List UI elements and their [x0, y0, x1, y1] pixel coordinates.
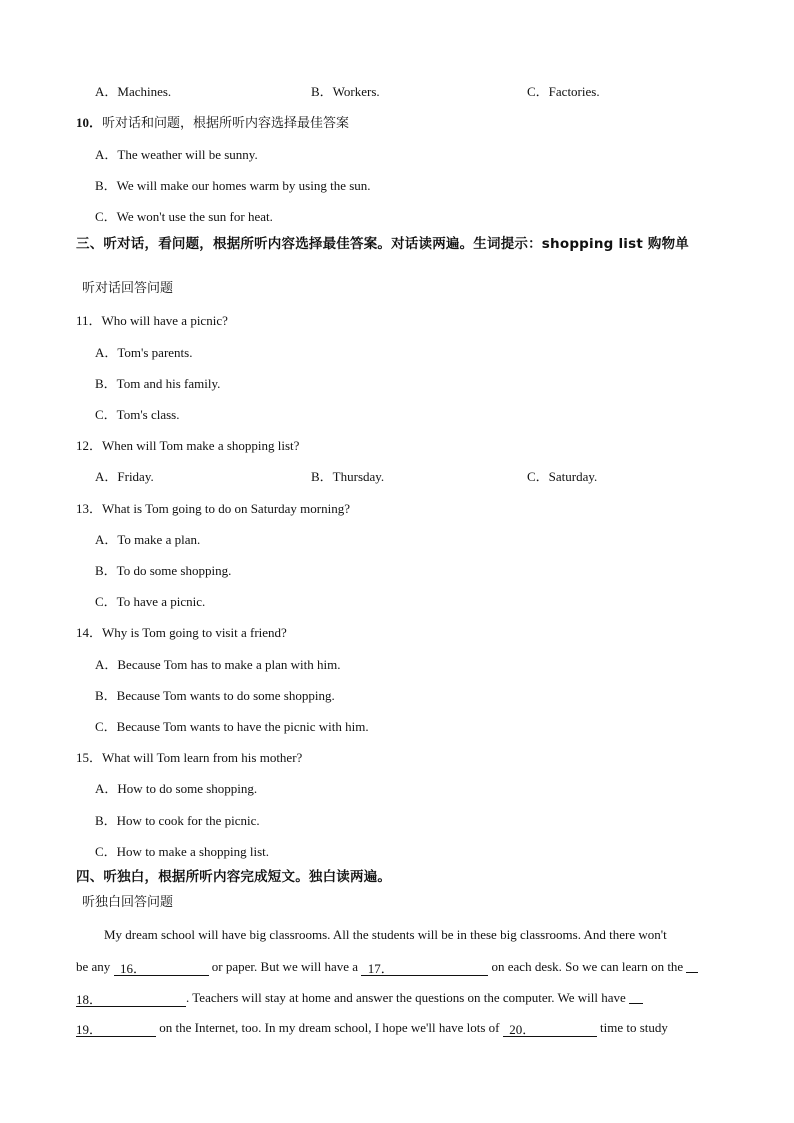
question-11: 11．Who will have a picnic? — [76, 313, 228, 328]
passage-line-3 — [76, 989, 643, 1007]
section-4-subtitle: 听独白回答问题 — [82, 895, 174, 910]
blank-18-lead — [686, 958, 698, 973]
q12-option-a: A．Friday. — [95, 469, 154, 484]
q14-option-b: B．Because Tom wants to do some shopping. — [95, 688, 335, 703]
blank-19[interactable]: 19． — [76, 1022, 156, 1037]
question-10-number: 10． — [76, 115, 103, 130]
blank-16[interactable]: 16． — [114, 961, 209, 976]
passage-text: on the Internet, too. In my dream school, I hope we'll have lots of — [156, 1020, 503, 1035]
q12-option-c: C．Saturday. — [527, 469, 598, 484]
passage-text: . Teachers will stay at home and answer the questions on the computer. We will have — [186, 990, 630, 1005]
q10-option-b: B．We will make our homes warm by using the sun. — [95, 178, 371, 193]
passage-text: on each desk. So we can learn on the — [488, 959, 687, 974]
blank-18[interactable]: 18． — [76, 992, 186, 1007]
q10-option-a: A．The weather will be sunny. — [95, 147, 258, 162]
q9-option-c: C．Factories. — [527, 84, 600, 99]
question-10-prompt: 听对话和问题，根据所听内容选择最佳答案 — [102, 116, 350, 131]
q14-option-a: A．Because Tom has to make a plan with him. — [95, 657, 341, 672]
q14-option-c: C．Because Tom wants to have the picnic with him. — [95, 719, 369, 734]
question-14: 14．Why is Tom going to visit a friend? — [76, 625, 287, 640]
section-4-title: 四、听独白，根据所听内容完成短文。独白读两遍。 — [76, 869, 392, 885]
q9-option-b: B．Workers. — [311, 84, 380, 99]
q11-option-c: C．Tom's class. — [95, 407, 180, 422]
section-3-title: 三、听对话，看问题，根据所听内容选择最佳答案。对话读两遍。生词提示：shopping list 购物单 — [76, 236, 689, 252]
question-12: 12．When will Tom make a shopping list? — [76, 438, 300, 453]
question-13: 13．What is Tom going to do on Saturday morning? — [76, 501, 350, 516]
blank-17[interactable]: 17． — [361, 961, 488, 976]
passage-text: time to study — [596, 1020, 668, 1035]
passage-line-4 — [76, 1020, 668, 1037]
passage-line-2 — [76, 958, 698, 976]
q15-option-c: C．How to make a shopping list. — [95, 844, 270, 859]
q11-option-b: B．Tom and his family. — [95, 376, 221, 391]
blank-19-lead — [629, 989, 643, 1004]
passage-line-1: My dream school will have big classrooms. All the students will be in these big classrooms. And there won't — [104, 927, 667, 942]
blank-20[interactable]: 20． — [503, 1022, 597, 1037]
q13-option-a: A．To make a plan. — [95, 532, 201, 547]
q12-option-b: B．Thursday. — [311, 469, 385, 484]
q10-option-c: C．We won't use the sun for heat. — [95, 209, 273, 224]
q13-option-b: B．To do some shopping. — [95, 563, 232, 578]
passage-text: be any — [76, 959, 114, 974]
q15-option-a: A．How to do some shopping. — [95, 781, 258, 796]
q13-option-c: C．To have a picnic. — [95, 594, 206, 609]
passage-text: or paper. But we will have a — [208, 959, 362, 974]
question-10 — [76, 115, 349, 132]
q9-option-a: A．Machines. — [95, 84, 172, 99]
section-3-subtitle: 听对话回答问题 — [82, 281, 174, 296]
question-15: 15．What will Tom learn from his mother? — [76, 750, 303, 765]
q15-option-b: B．How to cook for the picnic. — [95, 813, 260, 828]
q11-option-a: A．Tom's parents. — [95, 345, 193, 360]
